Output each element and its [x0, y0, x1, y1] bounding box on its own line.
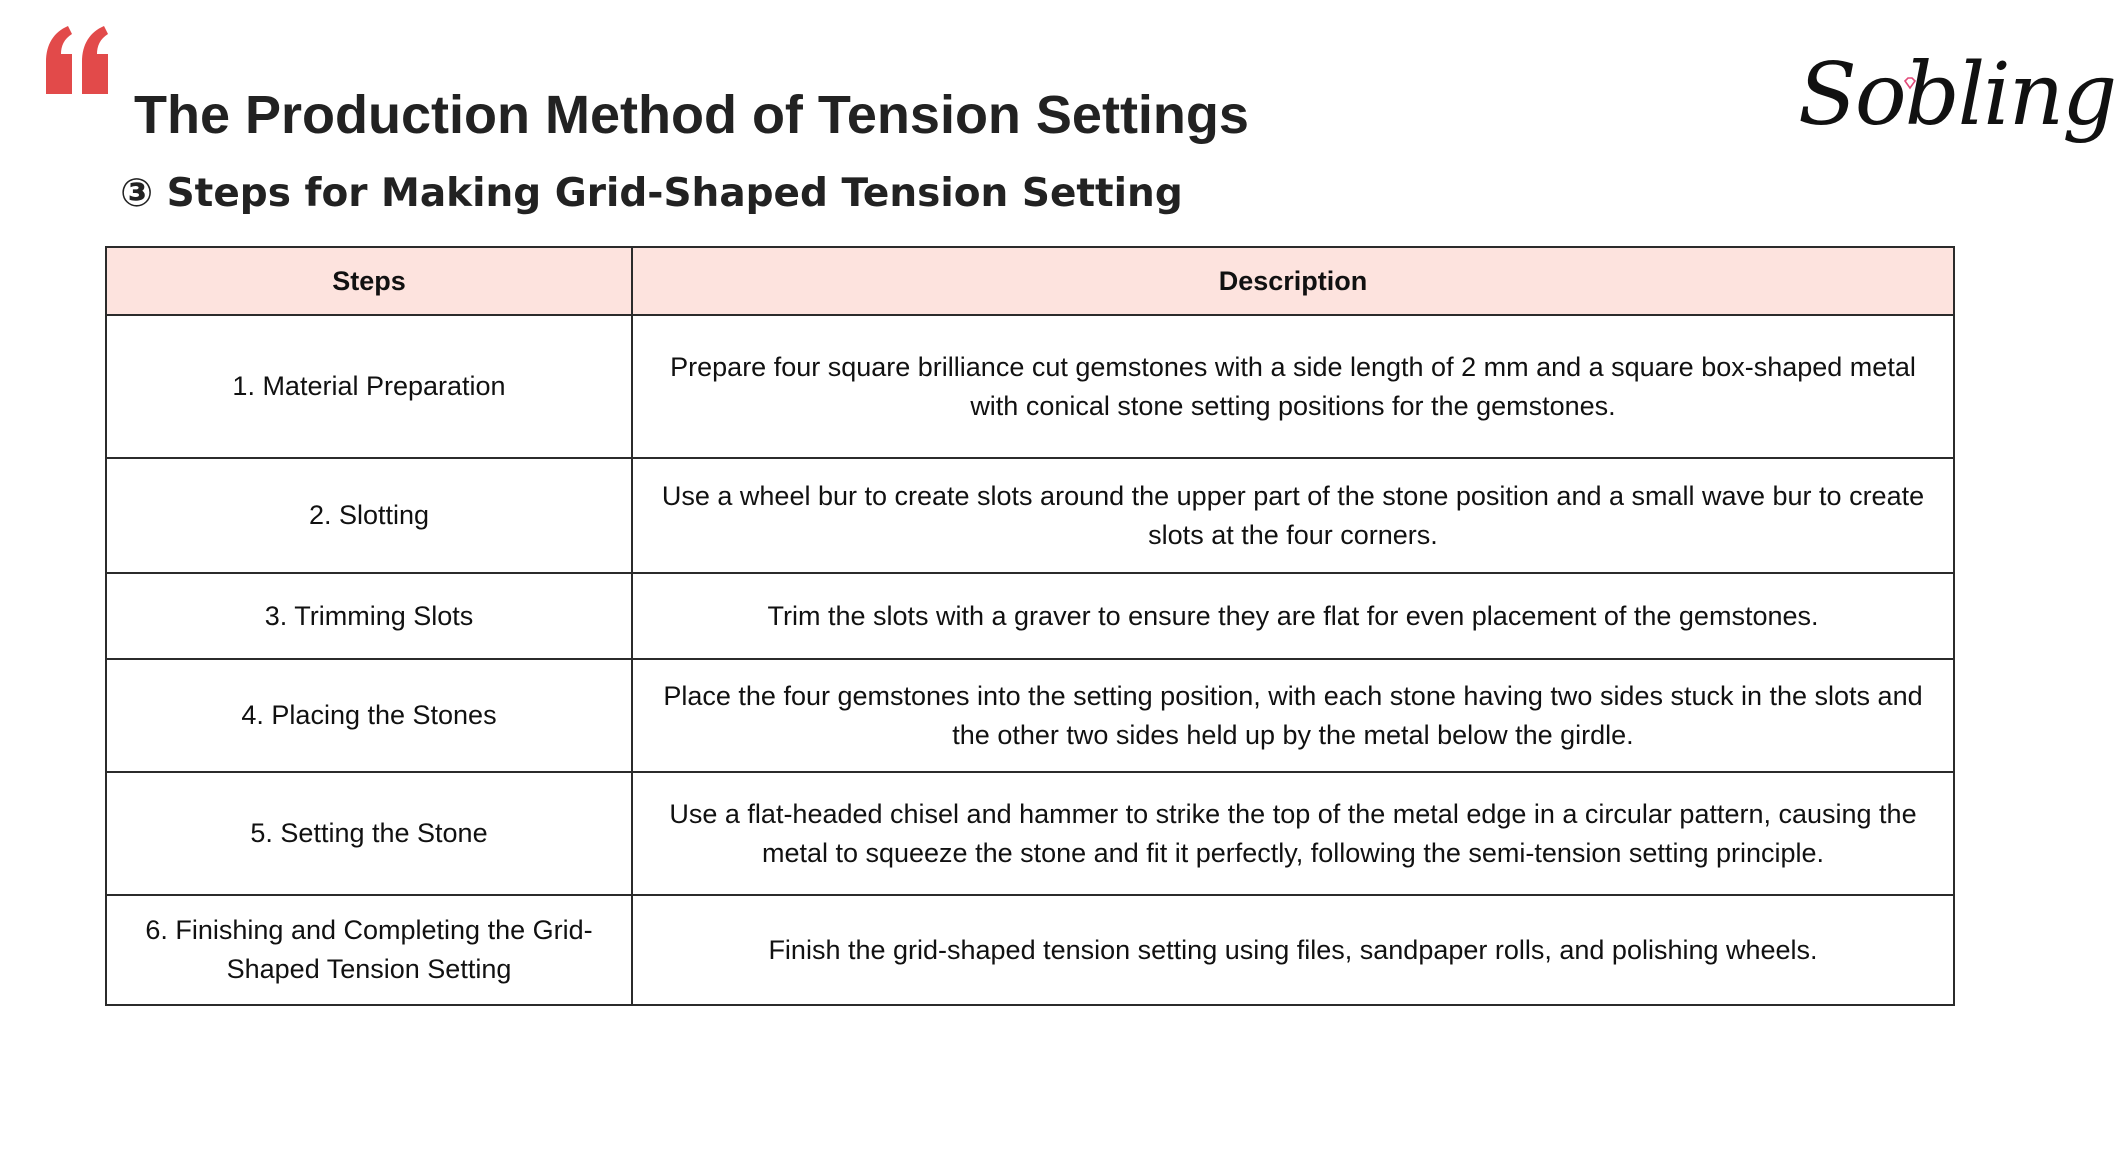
column-header-description: Description: [632, 247, 1954, 315]
table-row: [106, 659, 1954, 772]
description-cell: Use a wheel bur to create slots around the upper part of the stone position and a small wave bur to create slots at the four corners.: [632, 458, 1954, 573]
description-cell: Use a flat-headed chisel and hammer to strike the top of the metal edge in a circular pattern, causing the metal to squeeze the stone and fit it perfectly, following the semi-tension setting principle.: [632, 772, 1954, 895]
table-header-row: [106, 247, 1954, 315]
description-cell: Prepare four square brilliance cut gemstones with a side length of 2 mm and a square box-shaped metal with conical stone setting positions for the gemstones.: [632, 315, 1954, 458]
page-subtitle: ③ Steps for Making Grid-Shaped Tension Setting: [120, 171, 1183, 216]
step-cell: 4. Placing the Stones: [106, 659, 632, 772]
step-cell: 1. Material Preparation: [106, 315, 632, 458]
table-row: [106, 315, 1954, 458]
step-cell: 5. Setting the Stone: [106, 772, 632, 895]
logo-text: Sobling: [1798, 45, 2115, 145]
table-row: [106, 458, 1954, 573]
description-cell: Place the four gemstones into the setting position, with each stone having two sides stuck in the slots and the other two sides held up by the metal below the girdle.: [632, 659, 1954, 772]
column-header-steps: Steps: [106, 247, 632, 315]
step-cell: 2. Slotting: [106, 458, 632, 573]
logo: [1798, 40, 2115, 160]
description-cell: Trim the slots with a graver to ensure they are flat for even placement of the gemstones.: [632, 573, 1954, 659]
step-cell: 6. Finishing and Completing the Grid-Shaped Tension Setting: [106, 895, 632, 1005]
step-cell: 3. Trimming Slots: [106, 573, 632, 659]
gem-icon: [1903, 76, 1917, 90]
table-row: [106, 772, 1954, 895]
table-row: [106, 573, 1954, 659]
quote-icon: [42, 22, 112, 102]
page-title: The Production Method of Tension Settings: [134, 85, 1249, 145]
steps-table: [105, 246, 1955, 1006]
table-row: [106, 895, 1954, 1005]
description-cell: Finish the grid-shaped tension setting using files, sandpaper rolls, and polishing wheels.: [632, 895, 1954, 1005]
